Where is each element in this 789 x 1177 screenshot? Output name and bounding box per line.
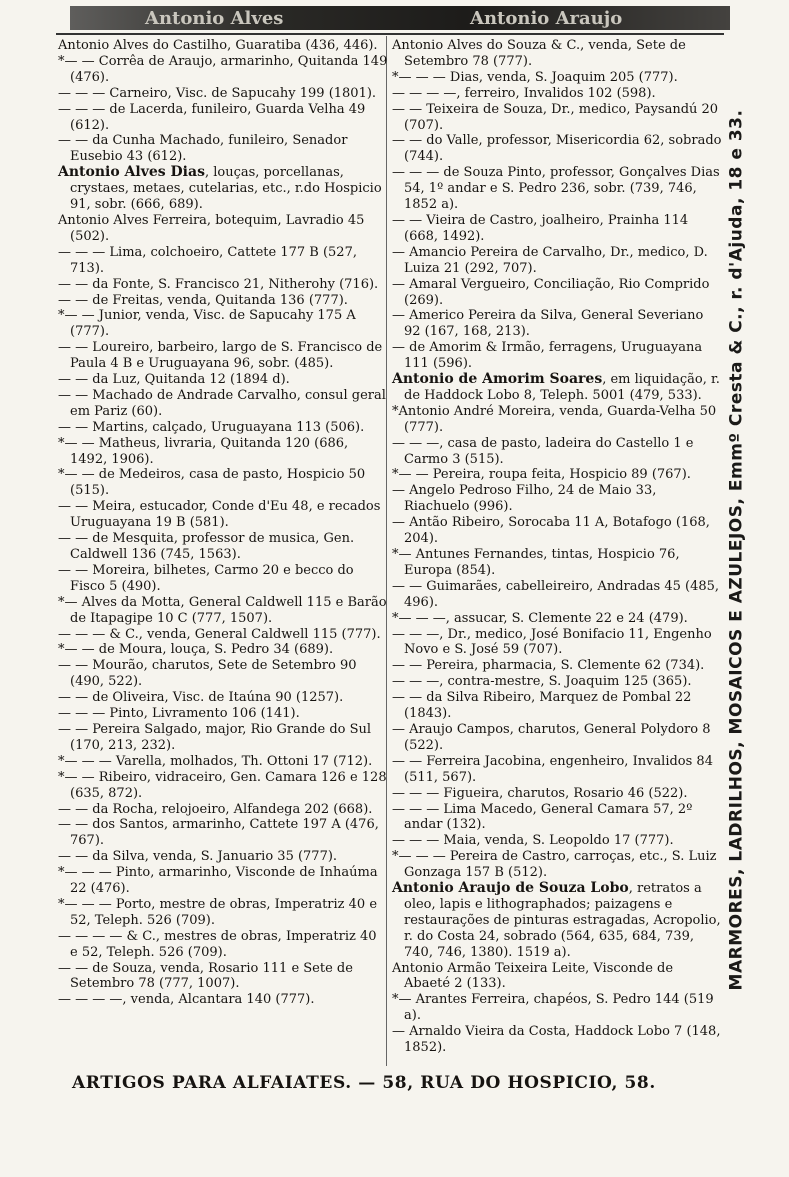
directory-entry: — — — Lima Macedo, General Camara 57, 2º andar (132).: [392, 801, 697, 833]
directory-entry: — — da Rocha, relojoeiro, Alfandega 202 (668).: [58, 801, 373, 817]
directory-entry: *Antonio André Moreira, venda, Guarda-Velha 50 (777).: [392, 403, 721, 435]
directory-entry: *— — — Pereira de Castro, carroças, etc., S. Luiz Gonzaga 157 B (512).: [392, 849, 721, 881]
directory-entry: — — — —, ferreiro, Invalidos 102 (598).: [392, 85, 656, 101]
directory-entry: — de Amorim & Irmão, ferragens, Uruguayana 111 (596).: [392, 340, 707, 372]
directory-entry: — — Machado de Andrade Carvalho, consul geral em Pariz (60).: [58, 387, 391, 419]
directory-entry: — — —, casa de pasto, ladeira do Castello 1 e Carmo 3 (515).: [392, 435, 698, 467]
directory-entry: *— Antunes Fernandes, tintas, Hospicio 76, Europa (854).: [392, 547, 684, 578]
directory-entry: *— — — Varella, molhados, Th. Ottoni 17 (712).: [58, 753, 373, 769]
directory-entry: — — — Maia, venda, S. Leopoldo 17 (777).: [392, 833, 674, 849]
side-advertisement: [718, 40, 754, 1060]
directory-entry: Antonio Alves Dias, louças, porcellanas, crystaes, metaes, cutelarias, etc., r.do Hospicio 91, sobr. (666, 689).: [58, 164, 386, 213]
right-column: [392, 38, 726, 1056]
directory-entry: — — Vieira de Castro, joalheiro, Prainha 114 (668, 1492).: [392, 212, 693, 244]
directory-entry: — Arnaldo Vieira da Costa, Haddock Lobo 7 (148, 1852).: [392, 1024, 725, 1056]
directory-entry: Antonio Araujo de Souza Lobo, retratos a oleo, lapis e lithographados; paizagens e restaurações de pinturas estragadas, Acropolio, r. do Costa 24, sobrado (564, 635, 684, 739, 740, 746, 1380). 1519 a).: [392, 880, 725, 960]
directory-entry: — Amancio Pereira de Carvalho, Dr., medico, D. Luiza 21 (292, 707).: [392, 244, 712, 276]
directory-entry: — — Moreira, bilhetes, Carmo 20 e becco do Fisco 5 (490).: [58, 562, 358, 594]
directory-entry: — — Martins, calçado, Uruguayana 113 (506).: [58, 419, 365, 435]
directory-entry: — Angelo Pedroso Filho, 24 de Maio 33, Riachuelo (996).: [392, 483, 661, 515]
directory-entry: — — Teixeira de Souza, Dr., medico, Paysandú 20 (707).: [392, 101, 723, 133]
directory-entry: — — — & C., venda, General Caldwell 115 (777).: [58, 626, 381, 642]
directory-entry: — — da Cunha Machado, funileiro, Senador Eusebio 43 (612).: [58, 133, 352, 165]
directory-entry: — — da Silva Ribeiro, Marquez de Pombal 22 (1843).: [392, 690, 696, 722]
directory-entry: *— — Corrêa de Araujo, armarinho, Quitanda 149 (476).: [58, 53, 392, 85]
directory-entry: — — de Mesquita, professor de musica, Gen. Caldwell 136 (745, 1563).: [58, 531, 359, 562]
directory-entry: *— — —, assucar, S. Clemente 22 e 24 (479).: [392, 610, 688, 626]
directory-entry: — — de Souza, venda, Rosario 111 e Sete de Setembro 78 (777, 1007).: [58, 960, 358, 992]
directory-entry: — — — Lima, colchoeiro, Cattete 177 B (527, 713).: [58, 244, 362, 276]
directory-entry: Antonio de Amorim Soares, em liquidação, r. de Haddock Lobo 8, Teleph. 5001 (479, 533).: [392, 371, 725, 403]
directory-entry: — — da Luz, Quitanda 12 (1894 d).: [58, 372, 290, 388]
directory-entry: *— — Pereira, roupa feita, Hospicio 89 (767).: [392, 467, 691, 483]
directory-entry: *— — de Moura, louça, S. Pedro 34 (689).: [58, 642, 334, 658]
directory-entry: — — dos Santos, armarinho, Cattete 197 A (476, 767).: [58, 817, 383, 849]
directory-entry: *— Alves da Motta, General Caldwell 115 e Barão de Itapagipe 10 C (777, 1507).: [58, 594, 391, 626]
directory-entry: — Amaral Vergueiro, Conciliação, Rio Comprido (269).: [392, 276, 714, 308]
directory-entry: — — — de Souza Pinto, professor, Gonçalves Dias 54, 1º andar e S. Pedro 236, sobr. (739, 746, 1852 a).: [392, 165, 724, 213]
directory-entry: — — — — & C., mestres de obras, Imperatriz 40 e 52, Teleph. 526 (709).: [58, 928, 381, 960]
directory-entry: — — — —, venda, Alcantara 140 (777).: [58, 992, 315, 1008]
directory-entry: — — Pereira, pharmacia, S. Clemente 62 (734).: [392, 658, 705, 674]
entry-headword: Antonio Alves Dias: [58, 164, 205, 181]
side-advertisement-text: MARMORES, LADRILHOS, MOSAICOS E AZULEJOS, Emmº Cresta & C., r. d'Ajuda, 18 e 33.: [726, 109, 746, 991]
directory-entry: Antonio Alves Ferreira, botequim, Lavradio 45 (502).: [58, 212, 369, 244]
directory-entry: — — Meira, estucador, Conde d'Eu 48, e recados Uruguayana 19 B (581).: [58, 499, 385, 531]
directory-entry: Antonio Alves do Souza & C., venda, Sete de Setembro 78 (777).: [392, 38, 690, 69]
entry-headword: Antonio de Amorim Soares: [392, 371, 603, 388]
directory-entry: — Araujo Campos, charutos, General Polydoro 8 (522).: [392, 721, 715, 753]
directory-entry: — Antão Ribeiro, Sorocaba 11 A, Botafogo (168, 204).: [392, 515, 715, 547]
directory-entry: — — Ferreira Jacobina, engenheiro, Invalidos 84 (511, 567).: [392, 753, 718, 785]
left-column: [58, 38, 392, 1008]
directory-entry: Antonio Alves do Castilho, Guaratiba (436, 446).: [58, 38, 378, 53]
directory-entry: *— — Junior, venda, Visc. de Sapucahy 175 A (777).: [58, 308, 360, 340]
directory-entry: — — — Carneiro, Visc. de Sapucahy 199 (1801).: [58, 85, 377, 101]
directory-entry: Antonio Armão Teixeira Leite, Visconde de Abaeté 2 (133).: [392, 960, 678, 992]
directory-entry: — — Mourão, charutos, Sete de Setembro 90 (490, 522).: [58, 658, 361, 690]
directory-entry: *— Arantes Ferreira, chapéos, S. Pedro 144 (519 a).: [392, 992, 718, 1024]
header-left-name: Antonio Alves: [145, 8, 284, 29]
directory-entry: — — —, Dr., medico, José Bonifacio 11, Engenho Novo e S. José 59 (707).: [392, 626, 716, 658]
entry-headword: Antonio Araujo de Souza Lobo: [392, 880, 629, 897]
directory-entry: — — de Freitas, venda, Quitanda 136 (777).: [58, 292, 348, 308]
running-header: [70, 6, 730, 30]
directory-entry: — — da Silva, venda, S. Januario 35 (777).: [58, 849, 338, 865]
footer-advertisement: ARTIGOS PARA ALFAIATES. — 58, RUA DO HOSPICIO, 58.: [72, 1073, 656, 1093]
directory-entry: — Americo Pereira da Silva, General Severiano 92 (167, 168, 213).: [392, 308, 708, 340]
directory-entry: — — da Fonte, S. Francisco 21, Nitherohy (716).: [58, 276, 379, 292]
directory-entry: *— — Matheus, livraria, Quitanda 120 (686, 1492, 1906).: [58, 435, 353, 467]
directory-entry: — — — de Lacerda, funileiro, Guarda Velha 49 (612).: [58, 101, 370, 133]
directory-entry: *— — de Medeiros, casa de pasto, Hospicio 50 (515).: [58, 467, 370, 499]
directory-entry: — — Loureiro, barbeiro, largo de S. Francisco de Paula 4 B e Uruguayana 96, sobr. (485).: [58, 340, 387, 372]
directory-entry: — — — Figueira, charutos, Rosario 46 (522).: [392, 785, 688, 801]
directory-entry: *— — — Dias, venda, S. Joaquim 205 (777).: [392, 69, 678, 85]
directory-entry: — — do Valle, professor, Misericordia 62, sobrado (744).: [392, 133, 726, 165]
directory-entry: — — — Pinto, Livramento 106 (141).: [58, 706, 300, 722]
directory-entry: — — Guimarães, cabelleireiro, Andradas 45 (485, 496).: [392, 578, 724, 610]
directory-entry: — — —, contra-mestre, S. Joaquim 125 (365).: [392, 674, 692, 690]
directory-entry: *— — — Porto, mestre de obras, Imperatriz 40 e 52, Teleph. 526 (709).: [58, 896, 382, 928]
directory-entry: — — de Oliveira, Visc. de Itaúna 90 (1257).: [58, 690, 344, 706]
directory-entry: *— — — Pinto, armarinho, Visconde de Inhaúma 22 (476).: [58, 865, 382, 897]
header-rule: [56, 33, 724, 35]
directory-entry: — — Pereira Salgado, major, Rio Grande do Sul (170, 213, 232).: [58, 721, 376, 753]
directory-entry: *— — Ribeiro, vidraceiro, Gen. Camara 126 e 128 (635, 872).: [58, 769, 391, 801]
header-right-name: Antonio Araujo: [470, 8, 623, 29]
